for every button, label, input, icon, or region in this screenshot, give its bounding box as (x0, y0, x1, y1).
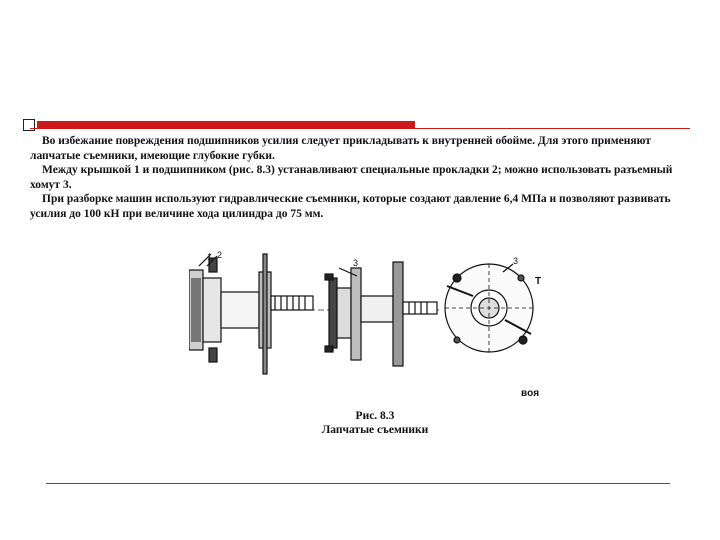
paragraph-2: Между крышкой 1 и подшипником (рис. 8.3) устанавливают специальные прокладки 2; можно использовать разъемный хомут 3. (30, 164, 673, 191)
screw-rod (271, 296, 313, 310)
puller-drawing-1 (189, 254, 313, 374)
label-3-drawing-2: 3 (353, 258, 359, 268)
paragraph-1: Во избежание повреждения подшипников усилия следует прикладывать к внутренней обойме. Для этого применяют лапчатые съемники, имеющие глубокие губки. (30, 135, 651, 162)
crossbar (393, 262, 403, 366)
bearing (337, 288, 351, 338)
label-3-drawing-3: 3 (513, 256, 519, 266)
puller-figure (189, 248, 547, 400)
caption-text: Лапчатые съемники (321, 424, 429, 436)
footer-divider (46, 483, 670, 484)
edge-text-bottom: вoя (521, 388, 540, 399)
bolt-bottom (209, 348, 217, 362)
tie-rod (263, 254, 267, 374)
shaft-sleeve (221, 292, 259, 328)
inner-race (361, 296, 393, 322)
puller-drawing-3 (445, 264, 533, 352)
title-accent-bar (37, 121, 415, 128)
clamp-bolt-2 (519, 336, 527, 344)
clamp-bolt-bottom (325, 346, 333, 352)
cover (203, 278, 221, 342)
caption-title: Рис. 8.3 (355, 410, 395, 422)
paragraph-3: При разборке машин используют гидравлические съемники, которые создают давление 6,4 МПа и позволяют развивать усилия до 100 кН при величине хода цилиндра до 75 мм. (30, 193, 671, 220)
body-text (30, 134, 690, 222)
puller-drawing (189, 248, 547, 400)
puller-drawing-2 (325, 262, 437, 366)
clamp-ring (351, 268, 361, 360)
label-1: 1 (207, 252, 213, 262)
clamp-bolt-top (325, 274, 333, 280)
figure-caption (300, 409, 450, 437)
clamp-bolt-1 (453, 274, 461, 282)
bullet-square (23, 119, 35, 131)
label-2: 2 (217, 250, 223, 260)
jaw-left (329, 278, 337, 348)
edge-text-top: Т (535, 276, 542, 287)
screw (403, 302, 437, 314)
header-divider (30, 128, 690, 129)
